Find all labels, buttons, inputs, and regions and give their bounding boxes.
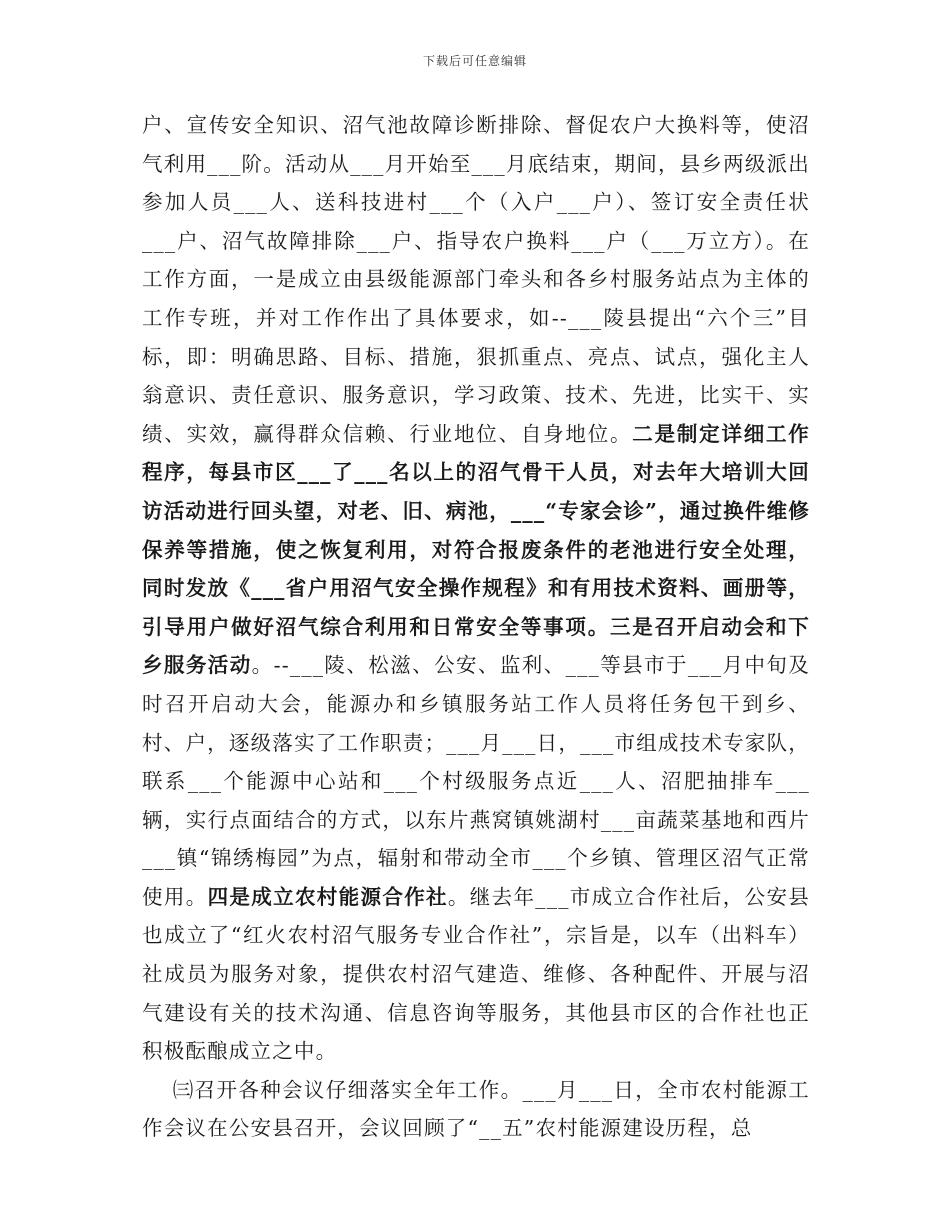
paragraph-1-segment-4-bold: 四是成立农村能源合作社 xyxy=(207,884,448,909)
paragraph-1 xyxy=(142,106,810,1071)
paragraph-2: ㈢召开各种会议仔细落实全年工作。___月___日，全市农村能源工作会议在公安县召开，会议回顾了“__五”农村能源建设历程，总 xyxy=(142,1077,810,1141)
paragraph-1-segment-1: 户、宣传安全知识、沼气池故障诊断排除、督促农户大换料等，使沼气利用___阶。活动从___月开始至___月底结束，期间，县乡两级派出参加人员___人、送科技进村___个（入户___户）、签订安全责任状___户、沼气故障排除___户、指导农户换料___户（___万立方）。在工作方面，一是成立由县级能源部门牵头和各乡村服务站点为主体的工作专班，并对工作作出了具体要求，如--___陵县提出“六个三”目标，即：明确思路、目标、措施，狠抓重点、亮点、试点，强化主人翁意识、责任意识、服务意识，学习政策、技术、先进，比实干、实绩、实效，赢得群众信赖、行业地位、自身地位。 xyxy=(142,113,810,446)
paragraph-1-segment-2-bold: 二是制定详细工作程序，每县市区___了___名以上的沼气骨干人员，对去年大培训大回访活动进行回头望，对老、旧、病池，___“专家会诊”，通过换件维修保养等措施，使之恢复利用，对符合报废条件的老池进行安全处理，同时发放《___省户用沼气安全操作规程》和有用技术资料、画册等，引导用户做好沼气综合利用和日常安全等事项。三是召开启动会和下乡服务活动 xyxy=(142,421,810,678)
paragraph-1-segment-5: 。继去年___市成立合作社后，公安县也成立了“红火农村沼气服务专业合作社”，宗旨是，以车（出料车）社成员为服务对象，提供农村沼气建造、维修、各种配件、开展与沼气建设有关的技术沟通、信息咨询等服务，其他县市区的合作社也正积极酝酿成立之中。 xyxy=(142,884,810,1064)
paragraph-1-segment-3: 。--___陵、松滋、公安、监利、___等县市于___月中旬及时召开启动大会，能源办和乡镇服务站工作人员将任务包干到乡、村、户，逐级落实了工作职责；___月___日，___市组成技术专家队，联系___个能源中心站和___个村级服务点近___人、沼肥抽排车___辆，实行点面结合的方式，以东片燕窝镇姚湖村___亩蔬菜基地和西片___镇“锦绣梅园”为点，辐射和带动全市___个乡镇、管理区沼气正常使用。 xyxy=(142,653,811,909)
page-header: 下载后可任意编辑 xyxy=(422,54,527,68)
document-body xyxy=(142,106,810,1148)
